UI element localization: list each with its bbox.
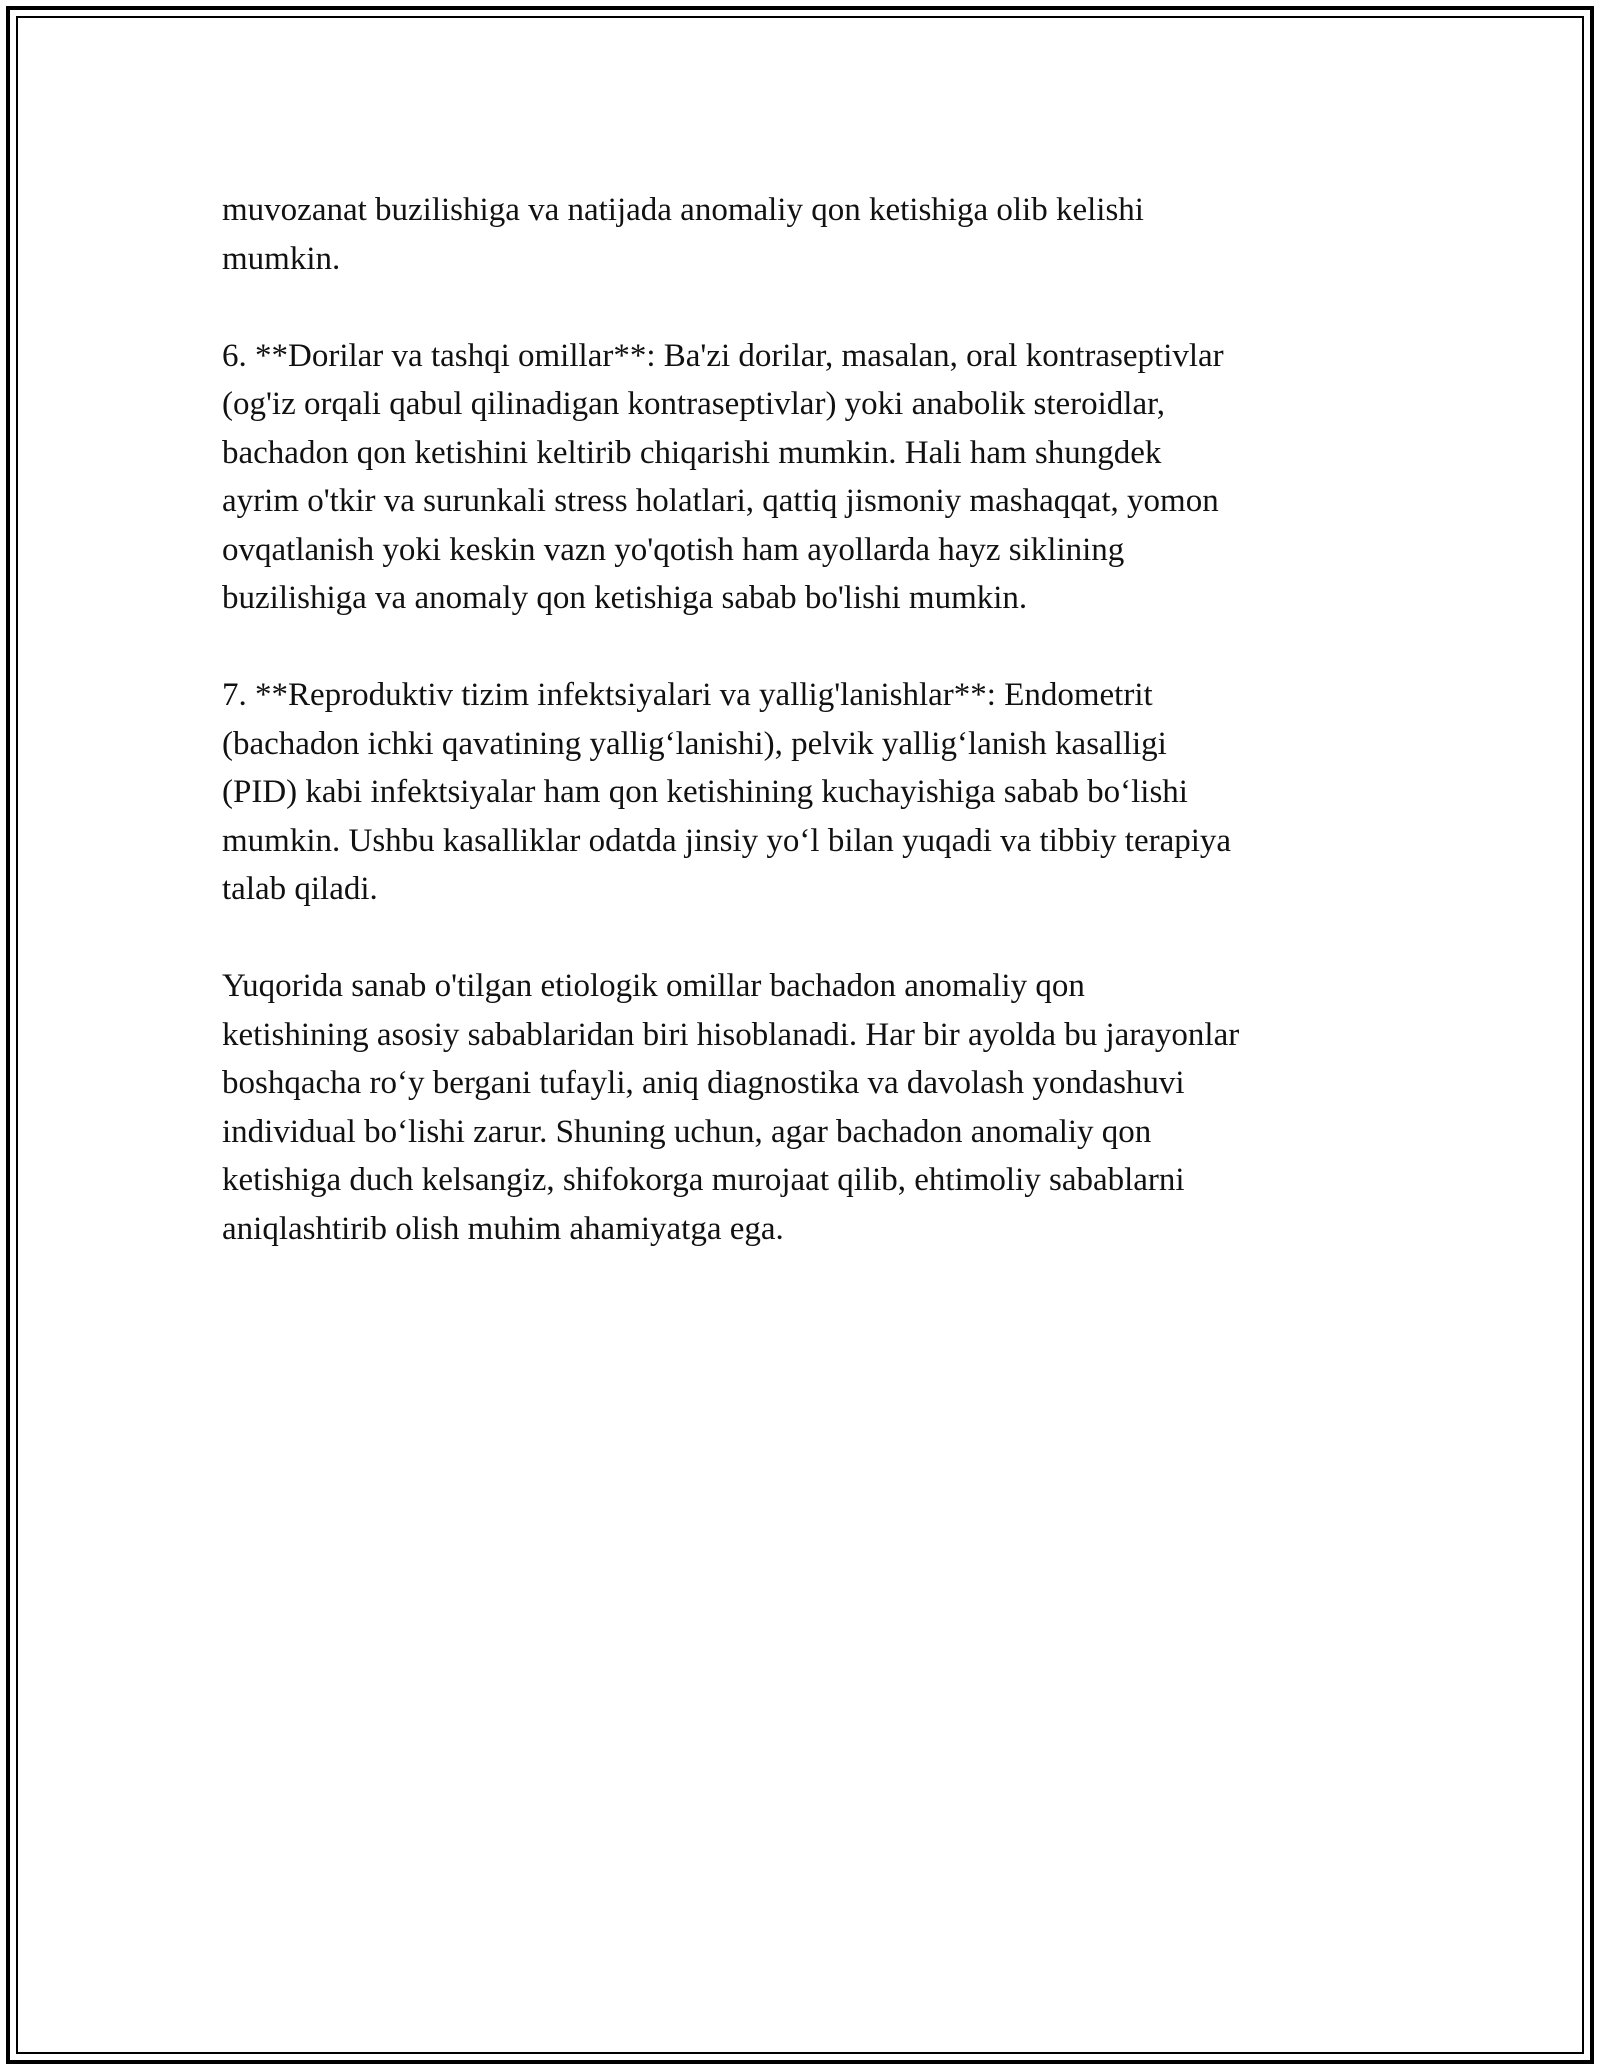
paragraph-item-7-infections bbox=[222, 671, 1392, 914]
text-line: (PID) kabi infektsiyalar ham qon ketishining kuchayishiga sabab bo‘lishi bbox=[222, 774, 1188, 810]
paragraph-hormonal-continuation bbox=[222, 186, 1392, 283]
text-line: ketishiga duch kelsangiz, shifokorga murojaat qilib, ehtimoliy sabablarni bbox=[222, 1162, 1185, 1198]
text-line: ketishining asosiy sabablaridan biri hisoblanadi. Har bir ayolda bu jarayonlar bbox=[222, 1016, 1240, 1053]
text-line: muvozanat buzilishiga va natijada anomaliy qon ketishiga olib kelishi bbox=[222, 192, 1144, 228]
text-line: 6. **Dorilar va tashqi omillar**: Ba'zi dorilar, masalan, oral kontraseptivlar bbox=[222, 337, 1224, 374]
text-line: buzilishiga va anomaly qon ketishiga sabab bo'lishi mumkin. bbox=[222, 580, 1028, 616]
text-line: Yuqorida sanab o'tilgan etiologik omillar bachadon anomaliy qon bbox=[222, 968, 1085, 1004]
text-line: bachadon qon ketishini keltirib chiqarishi mumkin. Hali ham shungdek bbox=[222, 434, 1162, 471]
text-line: individual bo‘lishi zarur. Shuning uchun, agar bachadon anomaliy qon bbox=[222, 1113, 1152, 1150]
text-line: ovqatlanish yoki keskin vazn yo'qotish ham ayollarda hayz siklining bbox=[222, 531, 1125, 568]
text-line: ayrim o'tkir va surunkali stress holatlari, qattiq jismoniy mashaqqat, yomon bbox=[222, 483, 1219, 519]
text-line: mumkin. bbox=[222, 240, 341, 277]
document-body bbox=[222, 186, 1392, 1302]
text-line: (bachadon ichki qavatining yallig‘lanishi), pelvik yallig‘lanish kasalligi bbox=[222, 725, 1167, 762]
paragraph-conclusion bbox=[222, 962, 1392, 1253]
text-line: 7. **Reproduktiv tizim infektsiyalari va yallig'lanishlar**: Endometrit bbox=[222, 677, 1153, 713]
text-line: mumkin. Ushbu kasalliklar odatda jinsiy yo‘l bilan yuqadi va tibbiy terapiya bbox=[222, 822, 1232, 859]
text-line: aniqlashtirib olish muhim ahamiyatga ega. bbox=[222, 1210, 784, 1247]
text-line: boshqacha ro‘y bergani tufayli, aniq diagnostika va davolash yondashuvi bbox=[222, 1065, 1185, 1101]
text-line: (og'iz orqali qabul qilinadigan kontraseptivlar) yoki anabolik steroidlar, bbox=[222, 386, 1166, 422]
text-line: talab qiladi. bbox=[222, 871, 378, 907]
paragraph-item-6-medications bbox=[222, 332, 1392, 623]
